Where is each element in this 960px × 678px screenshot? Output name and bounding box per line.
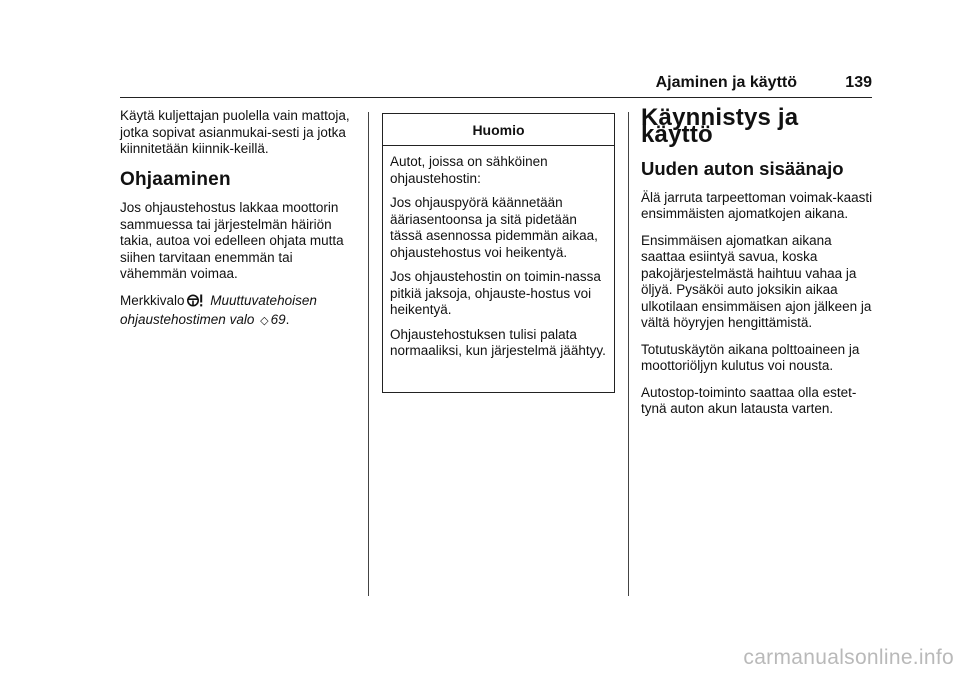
ref-prefix: Merkkivalo [120,292,185,308]
subheading-break-in: Uuden auton sisäänajo [641,158,844,179]
break-in-paragraph: Älä jarruta tarpeettoman voimak-kaasti ensimmäisten ajomatkojen aikana. [641,189,873,221]
page-number: 139 [845,74,872,91]
notice-title: Huomio [383,114,614,146]
ref-title-2: ohjaustehostimen valo [120,312,255,327]
column-right [641,104,876,428]
notice-paragraph: Jos ohjaustehostin on toimin-nassa pitkiä jaksoja, ohjauste-hostus voi heikentyä. [390,269,601,317]
notice-body [383,146,614,360]
column-left [120,108,355,340]
warning-light-reference [120,293,355,330]
break-in-paragraph: Totutuskäytön aikana polttoaineen ja moottoriöljyn kulutus voi nousta. [641,341,860,373]
page-reference-link[interactable]: 69 [270,312,286,327]
header-rule [120,97,872,98]
column-divider-left [368,112,369,596]
steering-warning-icon [187,293,204,313]
ref-end: . [285,312,290,327]
notice-box [382,113,615,393]
break-in-paragraph: Ensimmäisen ajomatkan aikana saattaa esiintyä savua, koska pakojärjestelmästä haihtuu vahaa ja öljyä. Pysäköi auto joksikin aikaa ulkotilaan ensimmäisen ajon jälkeen ja vältä höyryjen hengittämistä. [641,232,872,330]
notice-paragraph: Ohjaustehostuksen tulisi palata normaaliksi, kun järjestelmä jäähtyy. [390,326,606,358]
ref-title-1: Muuttuvatehoisen [210,292,317,308]
column-divider-right [628,112,629,596]
break-in-paragraph: Autostop-toiminto saattaa olla estet-tynä auton akun latausta varten. [641,384,857,416]
notice-paragraph: Jos ohjauspyörä käännetään ääriasentoonsa ja sitä pidetään tässä asennossa pidemmän aikaa, ohjaustehostus voi heikentyä. [390,195,598,260]
intro-paragraph: Käytä kuljettajan puolella vain mattoja, jotka sopivat asianmukai-sesti ja jotka kiinnitetään kiinnik-keillä. [120,108,350,156]
watermark: carmanualsonline.info [743,646,954,669]
running-header-title: Ajaminen ja käyttö [655,74,797,91]
page-header [120,68,872,98]
notice-paragraph: Autot, joissa on sähköinen ohjaustehostin: [390,154,548,186]
section-heading-steering: Ohjaaminen [120,168,231,190]
steering-paragraph: Jos ohjaustehostus lakkaa moottorin sammuessa tai järjestelmän häiriön takia, autoa voi edelleen ohjata mutta siihen tarvitaan enemmän tai vähemmän voimaa. [120,200,344,281]
page-reference-arrow-icon: ◇ [260,315,269,327]
chapter-heading: Käynnistys ja käyttö [641,104,799,148]
